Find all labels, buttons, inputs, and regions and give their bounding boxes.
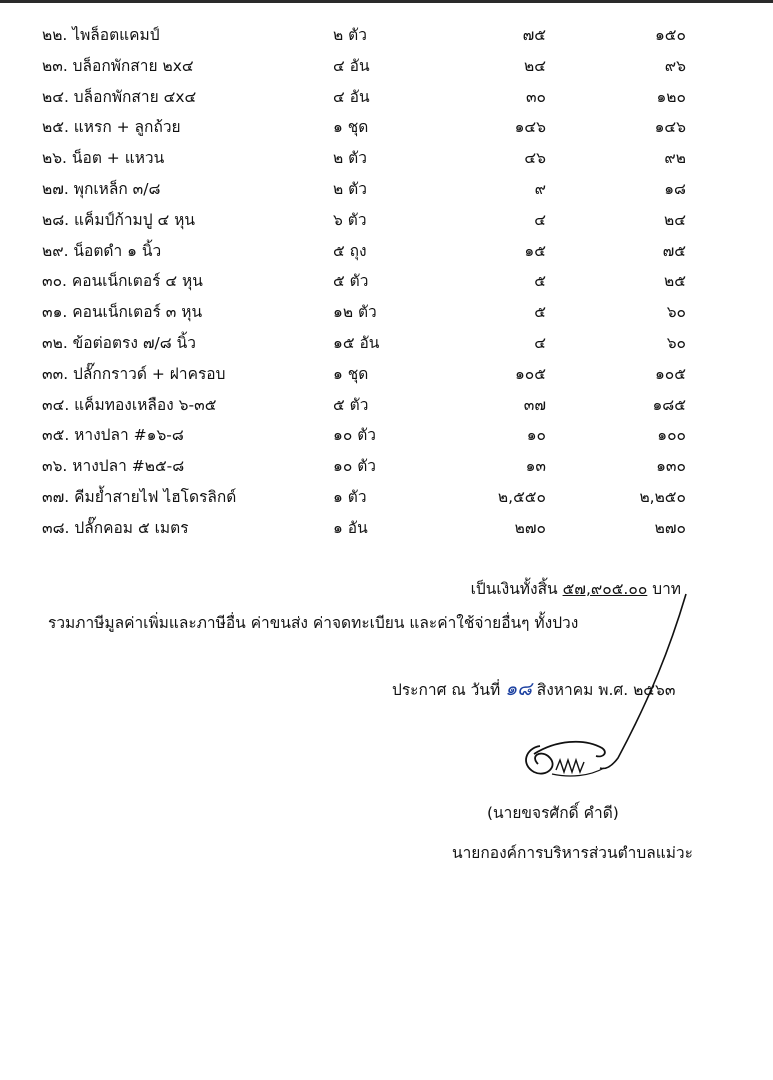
item-unit-price: ๔๖ <box>524 149 546 168</box>
item-total: ๑๕๐ <box>654 26 686 44</box>
item-quantity: ๑ ตัว <box>333 487 367 506</box>
item-unit-price: ๓๗ <box>523 395 546 414</box>
item-description: ๒๗. พุกเหล็ก ๓/๘ <box>42 179 161 198</box>
item-quantity: ๒ ตัว <box>333 26 367 44</box>
item-unit-price: ๔ <box>534 333 546 352</box>
announcement-prefix: ประกาศ ณ วันที่ <box>392 681 501 699</box>
item-unit-price: ๒๔ <box>524 56 546 75</box>
item-total: ๒๕ <box>664 272 686 291</box>
table-row <box>0 513 773 544</box>
table-row <box>0 266 773 297</box>
item-total: ๑๐๐ <box>657 426 686 445</box>
item-unit-price: ๒๗๐ <box>514 518 546 537</box>
item-unit-price: ๑๔๖ <box>514 118 546 137</box>
item-total: ๙๖ <box>664 56 686 75</box>
item-description: ๒๙. น็อตดำ ๑ นิ้ว <box>42 241 162 260</box>
item-description: ๒๘. แค็มป์ก้ามปู ๔ หุน <box>42 210 195 229</box>
item-quantity: ๒ ตัว <box>333 149 367 168</box>
item-description: ๓๐. คอนเน็กเตอร์ ๔ หุน <box>42 272 203 291</box>
table-row <box>0 236 773 267</box>
table-row <box>0 297 773 328</box>
item-description: ๓๓. ปลั๊กกราวด์ + ฝาครอบ <box>42 364 226 383</box>
table-row <box>0 82 773 113</box>
item-total: ๒,๒๕๐ <box>639 487 686 506</box>
item-total: ๖๐ <box>666 333 686 352</box>
grand-total-prefix: เป็นเงินทั้งสิ้น <box>470 580 558 598</box>
item-description: ๒๕. แหรก + ลูกถ้วย <box>42 118 181 137</box>
item-quantity: ๔ อัน <box>333 87 370 106</box>
item-quantity: ๑ อัน <box>333 518 368 537</box>
item-total: ๒๗๐ <box>654 518 686 537</box>
item-unit-price: ๗๕ <box>522 26 546 44</box>
item-description: ๓๖. หางปลา #๒๕-๘ <box>42 457 185 476</box>
item-total: ๗๕ <box>662 241 686 260</box>
signatory-name: (นายขจรศักดิ์ คำดี) <box>487 804 619 822</box>
announcement-month-year: สิงหาคม พ.ศ. ๒๕๖๓ <box>536 681 676 699</box>
item-quantity: ๑๐ ตัว <box>333 426 376 445</box>
item-description: ๓๘. ปลั๊กคอม ๕ เมตร <box>42 518 189 537</box>
item-description: ๒๒. ไพล็อตแคมป์ <box>42 26 160 44</box>
table-row <box>0 451 773 482</box>
table-row <box>0 20 773 51</box>
item-unit-price: ๓๐ <box>525 87 546 106</box>
item-description: ๒๖. น็อต + แหวน <box>42 149 165 168</box>
item-total: ๑๐๕ <box>654 364 686 383</box>
item-quantity: ๕ ตัว <box>333 272 369 291</box>
item-total: ๑๓๐ <box>656 457 686 476</box>
item-unit-price: ๑๓ <box>525 457 546 476</box>
item-unit-price: ๑๕ <box>524 241 546 260</box>
table-row <box>0 174 773 205</box>
item-unit-price: ๕ <box>534 303 546 322</box>
item-quantity: ๖ ตัว <box>333 210 367 229</box>
grand-total-amount: ๕๗,๙๐๕.๐๐ <box>562 580 648 598</box>
grand-total-suffix: บาท <box>652 580 681 598</box>
table-row <box>0 420 773 451</box>
item-unit-price: ๕ <box>534 272 546 291</box>
signature-image <box>500 588 700 788</box>
item-description: ๓๑. คอนเน็กเตอร์ ๓ หุน <box>42 303 203 322</box>
item-unit-price: ๒,๕๕๐ <box>497 487 546 506</box>
item-table <box>0 20 773 544</box>
item-description: ๓๒. ข้อต่อตรง ๗/๘ นิ้ว <box>42 333 196 352</box>
item-total: ๖๐ <box>666 303 686 322</box>
item-total: ๑๔๖ <box>654 118 686 137</box>
item-quantity: ๑๒ ตัว <box>333 303 377 322</box>
item-unit-price: ๙ <box>534 179 546 198</box>
item-unit-price: ๑๐๕ <box>514 364 546 383</box>
item-quantity: ๑๕ อัน <box>333 333 380 352</box>
table-row <box>0 390 773 421</box>
item-total: ๙๒ <box>664 149 686 168</box>
item-total: ๑๘ <box>664 179 686 198</box>
item-description: ๒๔. บล็อกพักสาย ๔x๔ <box>42 87 197 106</box>
item-total: ๑๘๕ <box>652 395 686 414</box>
table-row <box>0 51 773 82</box>
item-description: ๓๗. คีมย้ำสายไฟ ไฮโดรลิกด์ <box>42 487 237 506</box>
item-total: ๑๒๐ <box>656 87 686 106</box>
item-description: ๓๔. แค็มทองเหลือง ๖-๓๕ <box>42 395 217 414</box>
item-quantity: ๔ อัน <box>333 56 370 75</box>
announcement-day-handwritten: ๑๘ <box>505 678 532 700</box>
item-quantity: ๒ ตัว <box>333 179 367 198</box>
item-quantity: ๑ ชุด <box>333 118 369 137</box>
item-quantity: ๑๐ ตัว <box>333 457 376 476</box>
item-quantity: ๕ ตัว <box>333 395 369 414</box>
table-row <box>0 143 773 174</box>
tax-note: รวมภาษีมูลค่าเพิ่มและภาษีอื่น ค่าขนส่ง ค่าจดทะเบียน และค่าใช้จ่ายอื่นๆ ทั้งปวง <box>48 614 579 632</box>
page-top-border <box>0 0 773 3</box>
item-quantity: ๕ ถุง <box>333 241 367 260</box>
table-row <box>0 359 773 390</box>
item-quantity: ๑ ชุด <box>333 364 369 383</box>
signatory-position: นายกองค์การบริหารส่วนตำบลแม่วะ <box>452 844 693 862</box>
item-unit-price: ๑๐ <box>526 426 546 445</box>
table-row <box>0 482 773 513</box>
item-total: ๒๔ <box>664 210 686 229</box>
item-description: ๓๕. หางปลา #๑๖-๘ <box>42 426 184 445</box>
item-description: ๒๓. บล็อกพักสาย ๒x๔ <box>42 56 194 75</box>
item-unit-price: ๔ <box>534 210 546 229</box>
table-row <box>0 328 773 359</box>
table-row <box>0 112 773 143</box>
table-row <box>0 205 773 236</box>
